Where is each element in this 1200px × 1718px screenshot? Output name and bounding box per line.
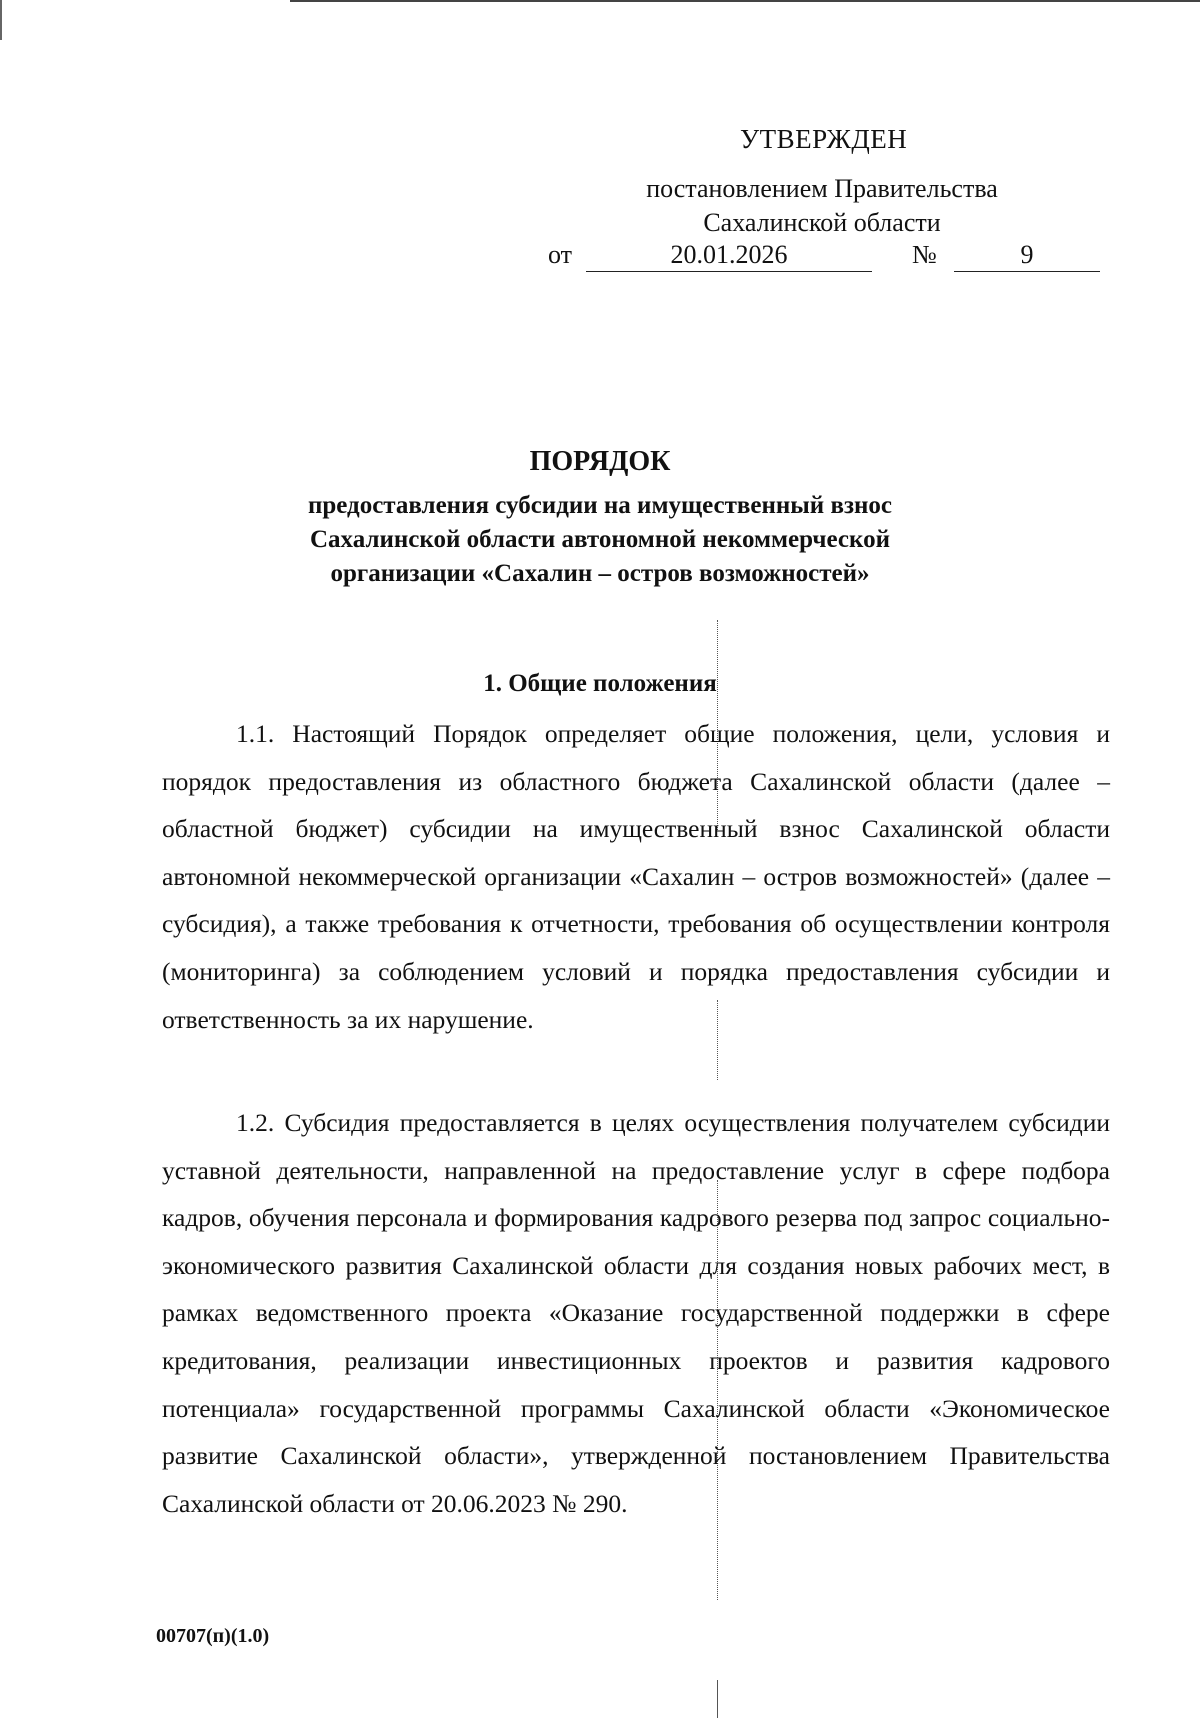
paragraph-1-2: 1.2. Субсидия предоставляется в целях осуществления получателем субсидии уставной деятельности, направленной на предоставление услуг в сфере подбора кадров, обучения персонала и формирования кадрового резерва под запрос социально-экономического развития Сахалинской области для создания новых рабочих мест, в рамках ведомственного проекта «Оказание государственной поддержки в сфере кредитования, реализации инвестиционных проектов и развития кадрового потенциала» государственной программы Сахалинской области «Экономическое развитие Сахалинской области», утвержденной постановлением Правительства Сахалинской области от 20.06.2023 № 290.	[162, 1108, 1110, 1518]
document-title: ПОРЯДОК	[529, 446, 671, 477]
approval-date: 20.01.2026	[586, 240, 872, 272]
from-label: от	[548, 240, 573, 269]
section-heading: 1. Общие положения	[483, 670, 717, 697]
number-sign: №	[912, 240, 937, 269]
approval-line-1: постановлением Правительства	[646, 174, 998, 203]
document-subtitle: предоставления субсидии на имущественный взнос Сахалинской области автономной некоммерческой организации «Сахалин – остров возможностей»	[307, 492, 893, 587]
approval-title: УТВЕРЖДЕН	[740, 124, 908, 154]
approval-date-row	[548, 240, 1100, 276]
scan-border-artifact	[290, 0, 1200, 2]
document-code: 00707(п)(1.0)	[156, 1625, 270, 1647]
scan-edge-artifact	[0, 0, 2, 40]
paragraph-1-1: 1.1. Настоящий Порядок определяет общие положения, цели, условия и порядок предоставления из областного бюджета Сахалинской области (далее – областной бюджет) субсидии на имущественный взнос Сахалинской области автономной некоммерческой организации «Сахалин – остров возможностей» (далее – субсидия), а также требования к отчетности, требования об осуществлении контроля (мониторинга) за соблюдением условий и порядка предоставления субсидии и ответственность за их нарушение.	[162, 719, 1110, 1034]
approval-number: 9	[954, 240, 1100, 272]
approval-line-2: Сахалинской области	[703, 208, 941, 237]
scan-fold-line	[717, 1680, 719, 1718]
